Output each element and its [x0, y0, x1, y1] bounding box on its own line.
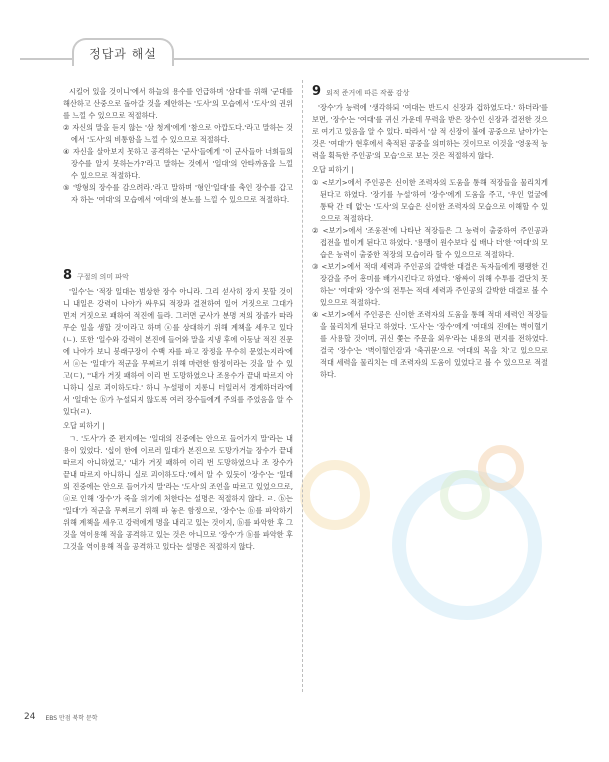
section-8-body: '일수'는 '적장 일대는 범상한 장수 아니라. 그리 섣사히 장지 못할 것이니 내일은 강력이 나아가 싸우되 적장과 결전하여 일어 거짓으로 그대가 먼저 거짓으로 패하여 적진에 들라. 그러면 군사가 분명 저의 장졸가 따라 무순 일을 생할 것'이라고 하며 ⓐ를 상대하기 위해 계책을 세우고 있다(ㄴ). 또한 '일수와 강력이 본진에 들어와 말을 지냉 후에 이동날 적진 진문에 나아가 보니 봉래구장이 수백 자를 파고 장정을 무수히 문었는지라'에서 ⓐ는 '일대'가 적군을 무찌르기 위해 마련한 함정이라는 것을 알 수 있고(ㄷ), ''내가 거짓 패하여 이리 번 도망하였으나 조용수가 끝내 따르지 아니하니 실로 괴이하도다.' 하니 누설평이 지롱니 터일러서 경계하더라'에서 '일대'는 ⓑ가 누설되지 않도록 여러 장수들에게 주의를 주었음을 알 수 있다(ㄹ).: [63, 287, 293, 416]
header-tab: 정답과 해설: [72, 38, 174, 66]
section-9-wrong-label: 오답 피하기 |: [312, 165, 354, 174]
section-8-heading: [63, 270, 293, 283]
section-9-title: 외적 준거에 따른 작품 감상: [326, 89, 410, 97]
decor-circle-md: [300, 460, 370, 530]
left-column: [63, 86, 293, 553]
column-divider: [302, 80, 303, 692]
left-item: ④ 자신을 살아보지 못하고 공격하는 '군사'들에게 '이 군사들아 너희들의 장수를 알지 못하는가?'라고 말하는 것에서 '일대'의 안타까움을 느낄 수 있으므로 적절하다.: [63, 147, 293, 180]
left-paragraph: 시킬어 있을 것이니'에서 하늘의 용수를 언급하며 '삼대'를 위해 '군대를 해산하고 산중으로 돌아갈 것을 제안하는 '도사'의 모습에서 '도사'의 권위를 느낄 수 있으므로 적절하다.: [63, 87, 293, 120]
page-number: 24: [24, 712, 36, 722]
section-9-item: ① <보기>에서 주인공은 신이한 조력자의 도움을 통해 적장들을 물리치게 된다고 하였다. '장기를 누설'하여 '장수'에게 도움을 주고, '우인 얼굴에 통탁 간 데 없'는 '도사'의 모습은 신이한 조력자의 모습으로 이해할 수 있으므로 적절하다.: [312, 178, 548, 223]
section-8-title: 구절의 의미 파악: [77, 273, 129, 281]
section-9-body: '장수'가 능력에 '생각하되 '여대는 반드시 신장과 겁하였도다.' 하더라'를 보면, '장수'는 '여대'를 귀신 가운데 무력을 받은 장수인 신장과 결전한 것으로 여기고 있음을 알 수 있다. 따라서 '살 적 신장이 불에 공중으로 날아가'는 것은 '여대'가 현후에서 축적된 공중을 의미하는 것이므로 이것을 '영웅적 능력을 획득한 주인공'의 모습'으로 보는 것은 적절하지 않다.: [312, 103, 548, 160]
section-8-wrong-label: 오답 피하기 |: [63, 421, 105, 430]
right-column: [312, 86, 548, 381]
section-9-heading: [312, 86, 548, 99]
page-footer: [24, 712, 98, 722]
footer-text: EBS 만점 북학 문학: [45, 714, 98, 722]
section-8-wrong-body: ㄱ. '도사'가 준 편지에는 '일대의 진중에는 안으로 들어가지 말'라는 내용이 있었다. '십이 한에 이르러 일대가 본진으로 도망가거늘 장수가 끝내 따르지 아니하였고,' '내가 거짓 패하여 이리 번 도망하였으나 조 장수가 끝내 따르지 아니하니 실로 괴이하도다.'에서 알 수 있듯이 '장수'는 '일대의 진중에는 안으로 들어가지 말'라는 '도사'의 조언을 따르고 있었으므로, ⓐ로 인해 '장수'가 죽을 위기에 처한다는 설명은 적절하지 않다. ㄹ. ⓑ는 '일대'가 적군을 무찌르기 위해 파 놓은 함정으로, '장수'는 ⓑ를 파악하기 위해 계책을 세우고 강력에게 명을 내리고 있는 것이지, ⓑ를 파악한 후 그것을 역이용해 적을 공격하고 있는 것은 아니므로 '장수'가 ⓑ를 파악한 후 그것을 역이용해 적을 공격하고 있다는 설명은 적절하지 않다.: [63, 434, 293, 551]
section-8-number: 8: [63, 268, 73, 283]
left-item: ② 자신의 말을 듣지 않는 '삼 청계'에게 '참으로 아깝도다.'라고 말하는 것에서 '도사'의 비통함을 느낄 수 있으므로 적절하다.: [63, 123, 293, 144]
section-9-item: ② <보기>에서 '조웅전'에 나타난 적장들은 그 능력이 출중하여 주인공과 접전을 벌이게 된다고 하였다. '용맹이 원수보다 십 배나 더'한 '여대'의 모습은 능력이 출중한 적장의 모습이라 할 수 있으므로 적절하다.: [312, 226, 548, 259]
section-9-item: ③ <보기>에서 적대 세력과 주인공의 갈박한 대결은 독자들에게 팽팽한 긴장감을 주어 흥미를 배가시킨다고 하였다. '왕싸이 위해 수투를 결단치 못하는' '여대'와 '장수'의 전투는 적대 세력과 주인공의 갈박한 대결로 볼 수 있으므로 적절하다.: [312, 262, 548, 307]
section-9-item: ④ <보기>에서 주인공은 신이한 조력자의 도움을 통해 적대 세력인 적장들을 물리치게 된다고 하였다. '도사'는 '장수'에게 '여대의 진에는 벽이혈기를 사용할 것이며, 귀신 쫓는 주문을 외우'라는 내용의 편지를 전하였다. 결국 '장수'는 '벽이혈인검'과 '축귀문'으로 '여대의 목을 치'고 있으므로 적대 세력을 물리치는 데 조력자의 도움이 있었다고 볼 수 있으므로 적절하다.: [312, 310, 548, 379]
left-item: ⑤ '방형의 장수를 감으려라.'라고 말하며 '형인'일대'를 축인 장수를 갑고자 하는 '여대'의 모습에서 '여대'의 분노를 느낄 수 있으므로 적절하다.: [63, 183, 293, 204]
section-9-number: 9: [312, 84, 322, 99]
decor-circle-orange: [478, 445, 524, 491]
